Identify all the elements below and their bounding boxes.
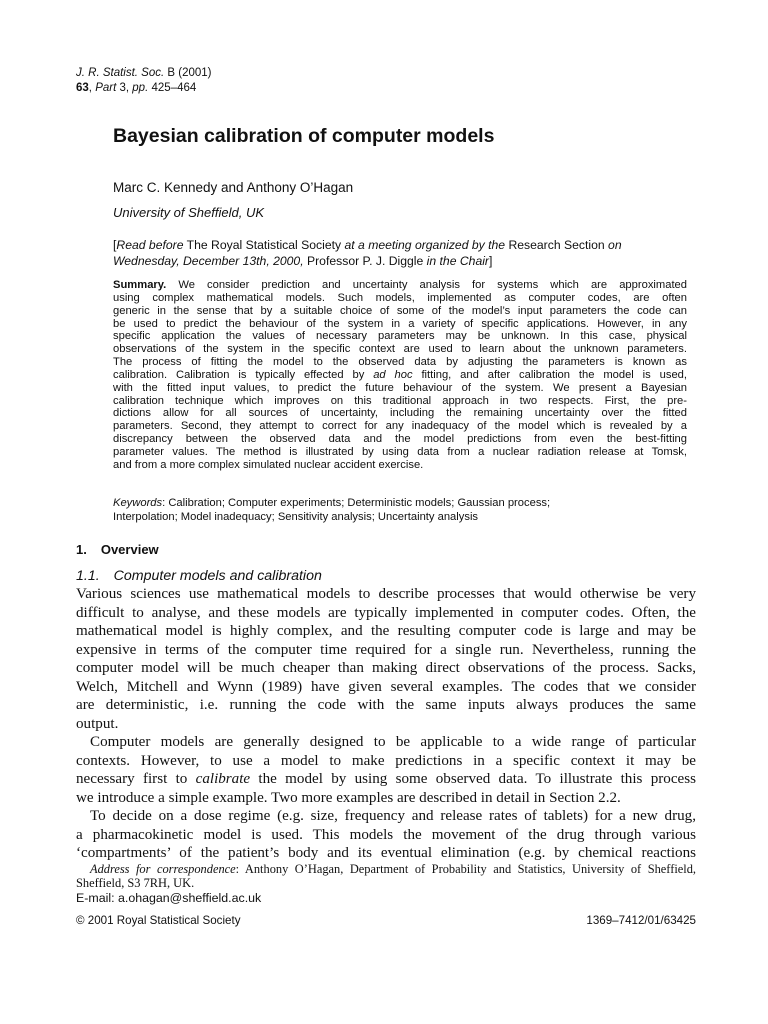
abstract-summary bbox=[113, 279, 687, 472]
paper-affiliation: University of Sheffield, UK bbox=[113, 205, 265, 220]
body-line: a pharmacokinetic model is used. This models the movement of the drug through various bbox=[76, 826, 696, 843]
subsection-title: Computer models and calibration bbox=[113, 568, 322, 584]
footnote-line-1 bbox=[76, 862, 696, 876]
summary-line: The process of fitting the model to the observed data by adjusting the parameters is known as bbox=[113, 356, 687, 369]
journal-pages-label: pp. bbox=[132, 82, 149, 94]
summary-italic: ad hoc bbox=[373, 368, 413, 381]
rb-read-before: Read before bbox=[116, 238, 184, 252]
body-line: Welch, Mitchell and Wynn (1989) have given several examples. The codes that we consider bbox=[76, 678, 696, 695]
body-line: computer model will be much cheaper than making direct observations of the process. Sacks, bbox=[76, 660, 696, 676]
body-line: Computer models are generally designed to be applicable to a wide range of particular bbox=[90, 734, 696, 750]
keywords bbox=[113, 497, 687, 524]
read-before-line-1 bbox=[113, 238, 688, 254]
body-line: output. bbox=[76, 715, 119, 732]
body-text-span: the model by using some observed data. To illustrate this process bbox=[250, 771, 696, 787]
keywords-line-2: Interpolation; Model inadequacy; Sensitivity analysis; Uncertainty analysis bbox=[113, 510, 479, 523]
body-line: To decide on a dose regime (e.g. size, frequency and release rates of tablets) for a new drug, bbox=[90, 808, 696, 824]
journal-pages: 425–464 bbox=[151, 82, 197, 94]
summary-line bbox=[113, 369, 687, 382]
summary-text: fitting, and after calibration the model is used, bbox=[412, 368, 688, 381]
rb-on: on bbox=[608, 238, 622, 252]
journal-name: J. R. Statist. Soc. bbox=[76, 67, 165, 79]
footnote-text: : Anthony O’Hagan, Department of Probability and Statistics, University of Sheffield, bbox=[235, 862, 696, 876]
footnote bbox=[76, 862, 696, 905]
body-text-span: necessary first to bbox=[76, 771, 196, 787]
summary-line: parameter values. The method is illustrated by using data from a nuclear radiation release at Tomsk, bbox=[113, 445, 687, 458]
rb-meeting: at a meeting organized by the bbox=[344, 238, 506, 252]
keywords-text: : Calibration; Computer experiments; Deterministic models; Gaussian process; bbox=[162, 497, 551, 509]
subsection-number: 1.1. bbox=[76, 568, 100, 584]
body-line: contexts. However, to use a model to make predictions in a specific context it may be bbox=[76, 752, 696, 769]
summary-line: observations of the system in the specific context are used to learn about the unknown parameters. bbox=[113, 343, 687, 356]
body-text bbox=[76, 585, 696, 863]
copyright-footer bbox=[76, 914, 696, 927]
footnote-line-2: Sheffield, S3 7RH, UK. bbox=[76, 876, 195, 891]
body-line: difficult to analyse, and these models are typically implemented in computer codes. Often, the bbox=[76, 604, 696, 621]
body-line: expensive in terms of the computer time required for a single run. Nevertheless, running the bbox=[76, 641, 696, 658]
rb-society: The Royal Statistical Society bbox=[183, 238, 345, 252]
section-heading bbox=[76, 542, 159, 557]
rb-section: Research Section bbox=[505, 238, 609, 252]
body-line: mathematical model is highly complex, and the resulting computer code is large and may be bbox=[76, 623, 696, 639]
body-line: Various sciences use mathematical models to describe processes that would otherwise be very bbox=[76, 586, 696, 602]
summary-text: We consider prediction and uncertainty analysis for systems which are approximated bbox=[166, 279, 687, 291]
subsection-heading bbox=[76, 568, 322, 584]
body-italic: calibrate bbox=[195, 771, 251, 787]
body-line: ‘compartments’ of the patient’s body and its eventual elimination (e.g. by chemical reactions bbox=[76, 845, 696, 861]
summary-line: specific application the values of necessary parameters may be unknown. In this case, physical bbox=[113, 330, 687, 343]
summary-text: calibration. Calibration is typically effected by bbox=[113, 368, 374, 381]
issn-code: 1369–7412/01/63425 bbox=[586, 914, 696, 927]
summary-line: calibration technique which improves on this traditional approach in two respects. First, the pre- bbox=[113, 394, 687, 407]
footnote-email: E-mail: a.ohagan@sheffield.ac.uk bbox=[76, 890, 262, 905]
paper-title: Bayesian calibration of computer models bbox=[113, 125, 495, 147]
journal-part-label: Part bbox=[95, 82, 117, 94]
summary-line: with the fitted input values, to predict the future behaviour of the system. We present a Bayesian bbox=[113, 381, 687, 394]
body-line: we introduce a simple example. Two more examples are described in detail in Section 2.2. bbox=[76, 789, 621, 806]
paper-authors: Marc C. Kennedy and Anthony O’Hagan bbox=[113, 180, 354, 195]
body-line bbox=[76, 770, 696, 789]
section-number: 1. bbox=[76, 542, 87, 557]
summary-line: parameters. Second, they attempt to correct for any inadequacy of the model which is revealed by a bbox=[113, 420, 687, 433]
keywords-label: Keywords bbox=[113, 497, 163, 509]
summary-line: discrepancy between the observed data and the model predictions from even the best-fitting bbox=[113, 433, 687, 446]
body-line: are deterministic, i.e. running the code with the same inputs always produces the same bbox=[76, 697, 696, 713]
summary-label: Summary. bbox=[113, 279, 167, 291]
rb-chair-name: Professor P. J. Diggle bbox=[303, 253, 427, 268]
journal-citation bbox=[76, 66, 212, 96]
journal-line-2: 63, Part 3, pp. 425–464 bbox=[76, 82, 197, 94]
rb-chair: in the Chair bbox=[426, 253, 489, 268]
keywords-line-1 bbox=[113, 497, 687, 511]
read-before-line-2 bbox=[113, 254, 688, 270]
bracket-close: ] bbox=[489, 253, 493, 268]
summary-line: using complex mathematical models. Such models, implemented as computer codes, are often bbox=[113, 291, 687, 304]
section-title: Overview bbox=[100, 542, 159, 557]
summary-line: be used to predict the behaviour of the system in a variety of specific applications. However, in any bbox=[113, 317, 687, 330]
read-before-note bbox=[113, 238, 688, 269]
journal-line-1 bbox=[76, 66, 212, 81]
journal-series: B (2001) bbox=[167, 67, 212, 79]
copyright-notice: © 2001 Royal Statistical Society bbox=[76, 914, 241, 927]
summary-line: dictions allow for all sources of uncertainty, including the remaining uncertainty over the fitted bbox=[113, 407, 687, 420]
summary-line bbox=[113, 279, 687, 292]
summary-line: and from a more complex simulated nuclear accident exercise. bbox=[113, 458, 424, 471]
journal-part-number: 3, bbox=[119, 82, 130, 94]
journal-volume: 63 bbox=[76, 82, 89, 94]
rb-date: Wednesday, December 13th, 2000, bbox=[113, 253, 304, 268]
summary-line: generic in the sense that by a suitable choice of some of the model’s input parameters the code can bbox=[113, 304, 687, 317]
footnote-label: Address for correspondence bbox=[90, 862, 236, 876]
bracket-open: [ bbox=[113, 238, 117, 252]
